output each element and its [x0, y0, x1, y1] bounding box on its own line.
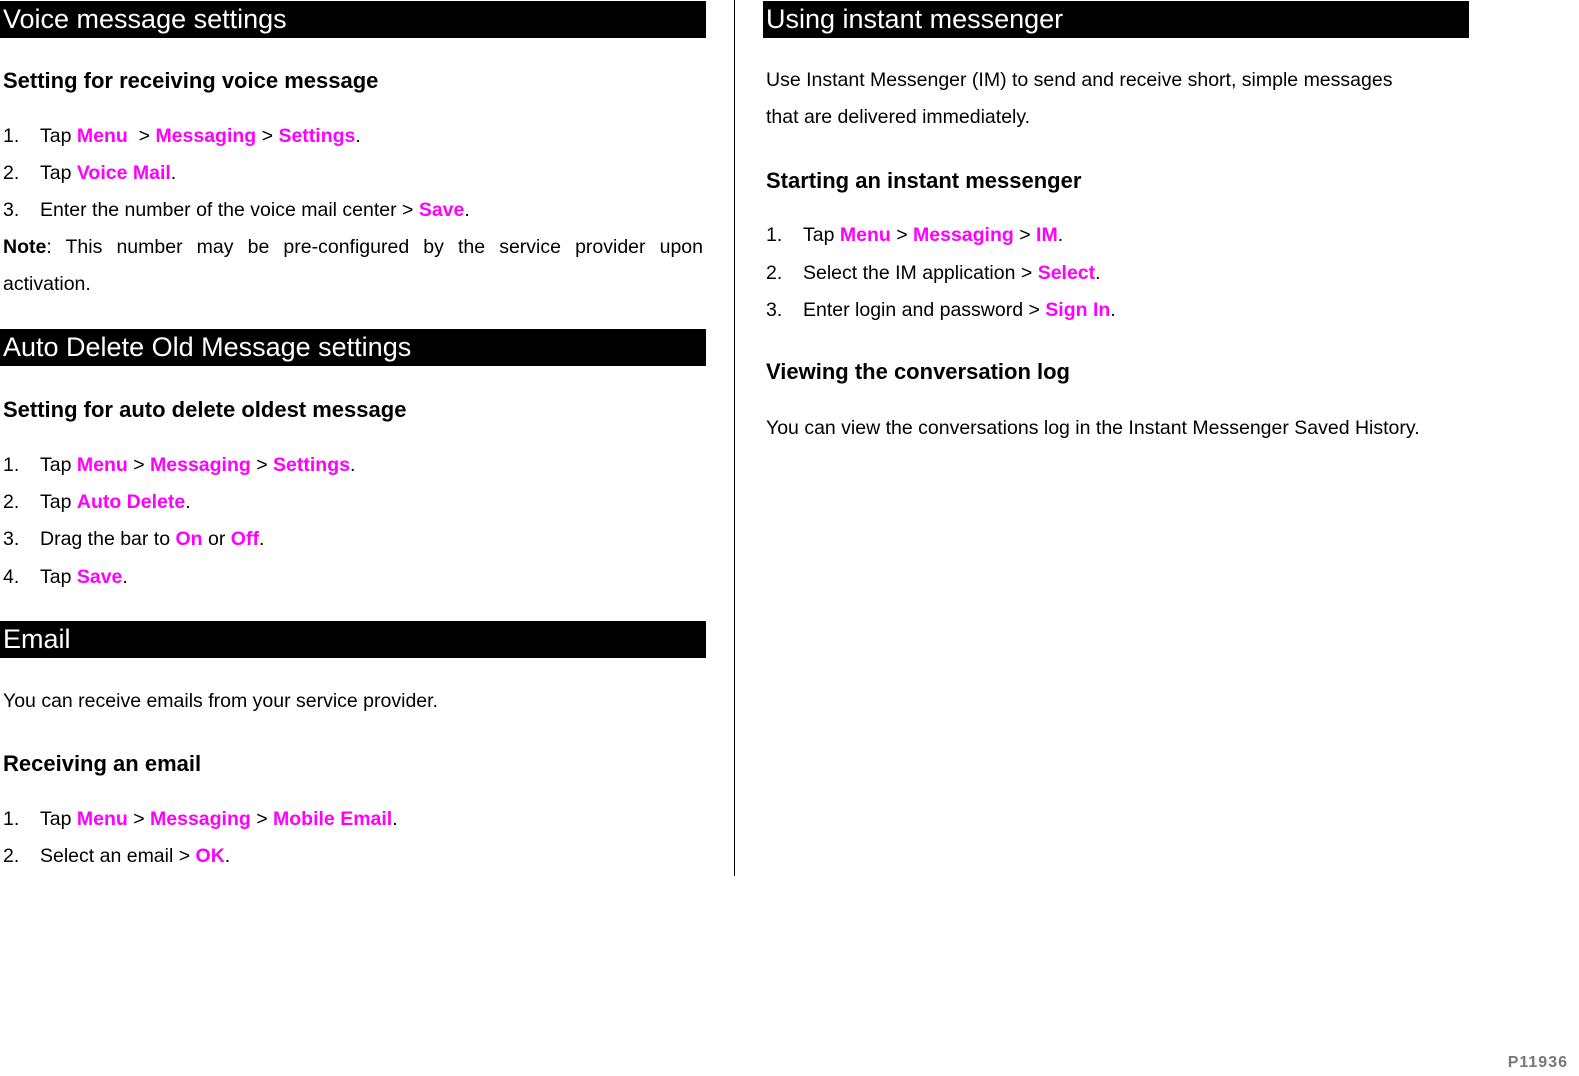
subtitle-receiving-email: Receiving an email: [3, 751, 202, 776]
email-step-1: 1. Tap Menu > Messaging > Mobile Email.: [3, 808, 398, 830]
im-step-1: 1. Tap Menu > Messaging > IM.: [766, 224, 1064, 246]
im-step-3: 3. Enter login and password > Sign In.: [766, 299, 1116, 321]
subtitle-conversation-log: Viewing the conversation log: [766, 359, 1070, 384]
voice-step-3: 3. Enter the number of the voice mail center > Save.: [3, 199, 470, 221]
autodelete-step-3: 3. Drag the bar to On or Off.: [3, 528, 265, 550]
subtitle-starting-im: Starting an instant messenger: [766, 168, 1082, 193]
conversation-log-text: You can view the conversations log in the Instant Messenger Saved History.: [766, 417, 1420, 439]
email-step-2: 2. Select an email > OK.: [3, 845, 231, 867]
email-intro: You can receive emails from your service provider.: [3, 690, 438, 712]
section-header-voice-message: Voice message settings: [0, 1, 706, 38]
autodelete-step-2: 2. Tap Auto Delete.: [3, 491, 191, 513]
voice-note: Note: This number may be pre-configured by the service provider upon activation.: [3, 236, 703, 295]
section-header-email: Email: [0, 621, 706, 658]
subtitle-receiving-voice: Setting for receiving voice message: [3, 68, 379, 93]
autodelete-step-1: 1. Tap Menu > Messaging > Settings.: [3, 454, 356, 476]
page-number: P11936: [1507, 1054, 1568, 1071]
column-divider: [734, 0, 735, 876]
im-intro-line-1: Use Instant Messenger (IM) to send and receive short, simple messages: [766, 69, 1393, 91]
section-header-auto-delete: Auto Delete Old Message settings: [0, 329, 706, 366]
im-intro-line-2: that are delivered immediately.: [766, 106, 1031, 128]
voice-step-1: 1. Tap Menu > Messaging > Settings.: [3, 125, 361, 147]
im-step-2: 2. Select the IM application > Select.: [766, 262, 1101, 284]
voice-step-2: 2. Tap Voice Mail.: [3, 162, 177, 184]
subtitle-auto-delete: Setting for auto delete oldest message: [3, 397, 407, 422]
section-header-instant-messenger: Using instant messenger: [763, 1, 1469, 38]
autodelete-step-4: 4. Tap Save.: [3, 566, 128, 588]
